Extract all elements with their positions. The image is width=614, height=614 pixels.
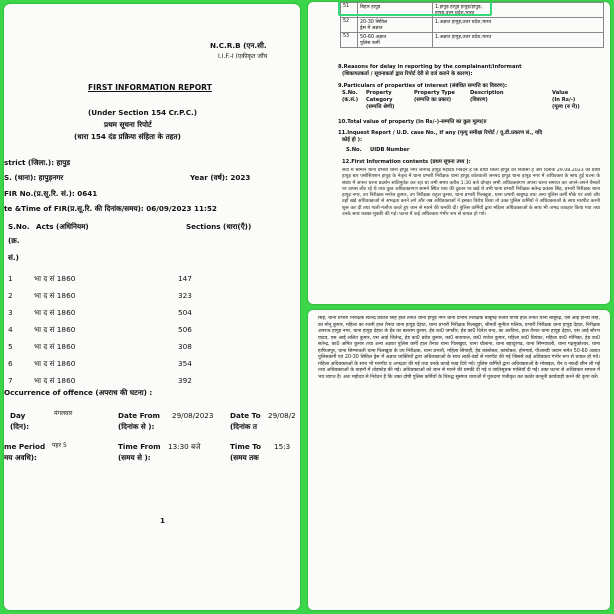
table-row [4,338,300,355]
ncrb-header: N.C.R.B (एन.सी. [210,41,267,50]
police-station-field: S. (थाना): हापुड़नगर [4,173,64,182]
district-field: strict (जिला.): हापुड [4,158,71,167]
section-12: 12.First Information contents (प्रथम सूचना तथ्य ): [342,159,471,165]
section-11b: कोई हो ): [342,137,363,143]
mini-place: 1.अज्ञात हापुड़,उत्तर प्रदेश,भारत [433,33,604,48]
mini-place: 1.अज्ञात हापुड़,उत्तर प्रदेश,भारत [433,18,604,33]
time-from-value: 13:30 बजे [168,442,201,451]
table-head-sub-2: सं.) [8,253,19,262]
day-value: मंगलवार [54,410,73,417]
row-number: 3 [8,308,13,317]
table-head-sections: Sections (धारा(एँ)) [186,222,252,231]
date-from-value: 29/08/2023 [172,411,214,420]
fir-page-right-top [308,2,610,304]
row-act: भा द सं 1860 [34,307,76,317]
table-row [4,355,300,372]
row-act: भा द सं 1860 [34,273,76,283]
row-number: 7 [8,376,13,385]
first-information-text: सेवा में श्रीमान थाना प्रभारी थाना हापुड़ नगर जनपद हापुड़ महोदय निवेदन है कि प्रार्थी जिला हापुड़ का निवासी है और दिनांक 29.08.2023 को प्रार्थी हापुड़ बार एसोसिएशन हापुड़ के नेतृत्व में थाना प्रभारी निरीक्षक थाना हापुड़ कोतवाली जनपद हापुड़ थाना हापुड़ नगर में अधिवक्ता के साथ हुई घटना के संबंध में अपना धरना प्रदर्शन शांतिपूर्वक कर रहा था तभी समय करीब 1:30 बजे दोपहर सभी अधिवक्तागण अपना धरना समाप्त कर अपने-अपने चैम्बरों पर वापस लौट रहे थे तथा कुछ अधिवक्तागण सामने स्थित चाय की दुकान पर खड़े थे तभी थाना प्रभारी निरीक्षक सतेन्द्र प्रकाश सिंह, प्रभारी निरीक्षक थाना हापुड़ नगर, उप निरीक्षक मनोज कुमार, उप निरीक्षक राहुल कुमार, थाना प्रभारी पिलखुवा, थाना प्रभारी बाबूगढ़ तथा अन्य पुलिस कर्मी मौके पर आये और वहाँ खड़े अधिवक्ताओं से अभद्रता करने लगे और जब अधिवक्ताओं ने इसका विरोध किया तो उक्त पुलिस कर्मियों ने अधिवक्ताओं के साथ मारपीट करनी शुरू कर दी तथा गाली-गलौज करते हुए जान से मारने की धमकी दी। पुलिस कर्मियों द्वारा महिला अधिवक्ताओं के साथ भी अभद्र व्यवहार किया गया तथा उनके साथ धक्का-मुक्की की गई। घटना में कई अधिवक्ता गंभीर रूप से घायल हो गये। [342,168,600,218]
fir-page-right-bottom [308,310,610,610]
table-head-sub-1: (क्र. [8,236,20,245]
under-section: (Under Section 154 Cr.P.C.) [88,108,198,117]
mini-no: 53 [341,33,358,48]
property-head-cell: Description [470,90,504,96]
time-to-label: Time To [230,442,262,451]
section-9: 9.Particulars of properties of interest (संबंधित सम्पत्ति का विवरण): [338,83,508,89]
date-from-label-hi: (दिनांक से ): [118,422,155,431]
first-information-text-continued: सिंह, थाना प्रभारी निरीक्षक सतेन्द्र प्रकाश सिंह हाल तैनात थाना हापुड़ नगर थाना प्रभारी निरीक्षक बाबूगढ़ संजय पाण्डे हाल तैनात थाना बाबूगढ़, एस आई होन्डा सिंह, का मोनू कुमार, महिला का रजनी हाल तैनात थाना हापुड़ देहात, थाना प्रभारी निरीक्षक पिलखुवा, श्रीमती सुनीता मलिक, प्रभारी निरीक्षक थाना हापुड़ देहात, निरीक्षक अपराध हापुड़ नगर, थाना हापुड़ देहात के हेड का बलराम कुमार, हेड का0 जगवीर, हेड का0 दिनेश चन्द, का अरविन्द, हाल तैनात थाना हापुड़ देहात, एस आई सौरभ यादव, एस आई ललित कुमार, एस आई जितेन्द्र, हेड का0 प्रवेश कुमार, का0 सत्यपाल, का0 राजेश कुमार, महिला का0 प्रियंका, महिला का0 मोनिका, हेड का0 सतेन्द्र, का0 अमित कुमार तथा अन्य अज्ञात पुलिस कर्मी हाल तैनात थाना पिलखुवा, थाना धौलाना, थाना बहादुरगढ़, थाना सिम्भावली, थाना गढ़मुक्तेश्वर, थाना हाफिजपुर, थाना सिम्भावली थाना पिलखुवा के उप निरीक्षक, थाना प्रभारी, महिला सिपाही, हेड कांस्टेबल, कांस्टेबल, होमगार्ड, पीआरडी जवान समेत 50-60 अज्ञात पुलिसकर्मी एवं 20-30 सिविल ड्रेस में अज्ञात व्यक्तियों द्वारा अधिवक्ताओं के साथ लाठी-डंडों से मारपीट की गई जिससे कई अधिवक्ता गंभीर रूप से घायल हो गये। महिला अधिवक्ताओं के साथ भी मारपीट व अभद्रता की गई तथा उनके कपड़े फाड़ दिये गये। पुलिस कर्मियों द्वारा अधिवक्ताओं के मोबाइल, चैन व नकदी छीन ली गई तथा अधिवक्ताओं के वाहनों में तोड़फोड़ की गई। अधिवक्ताओं को जान से मारने की धमकी दी गई व जातिसूचक गालियाँ दी गईं। उक्त घटना से अधिवक्ता समाज में भय व्याप्त है। अतः महोदय से निवेदन है कि उक्त दोषी पुलिस कर्मियों के विरुद्ध सुसंगत धाराओं में मुकदमा पंजीकृत कर कठोर कानूनी कार्यवाही करने की कृपा करें। [318,316,600,380]
table-head-acts: Acts (अधिनियम) [36,222,89,231]
property-head-cell: (सम्पत्ति श्रेणी) [366,104,395,110]
row-number: 5 [8,342,13,351]
mini-no: 51 [341,3,358,18]
row-section: 392 [178,376,192,385]
iif-header: I.I.F.-I (एकीकृत जाँच [218,53,268,60]
row-section: 506 [178,325,192,334]
mini-desc: 20-30 सिविल ड्रेस में अज्ञात [358,18,433,33]
mini-desc: 50-60 अज्ञात पुलिस कर्मी [358,33,433,48]
table-head-sno: S.No. [8,222,30,231]
section-11: 11.Inquest Report / U.D. case No., if any (मृत्यु समीक्षा रिपोर्ट / यू.डी.प्रकरण सं., यदि [338,130,543,136]
property-head-cell: (In Rs/-) [552,97,576,103]
row-act: भा द सं 1860 [34,358,76,368]
row-act: भा द सं 1860 [34,341,76,351]
time-period-label: me Period [4,442,46,451]
dhara-line: (धारा 154 दंड प्रक्रिया संहिता के तहत) [74,132,181,141]
time-period-value: पहर 5 [52,442,67,449]
section-8: 8.Reasons for delay in reporting by the complainant/informant [338,64,522,70]
highlight-box [338,2,492,16]
table-row [4,287,300,304]
row-act: भा द सं 1860 [34,375,76,385]
mini-place: 1.हापुड़ हापुड़ हापुड़/हापुड़, हापुड़,उत्तर प्रदेश,भारत [433,3,604,18]
property-head-cell: (विवरण) [470,97,488,103]
property-head-cell: Property Type [414,90,455,96]
date-to-label: Date To [230,411,261,420]
date-from-label: Date From [118,411,161,420]
property-head-cell: (सम्पत्ति का प्रकार) [414,97,452,103]
mini-no: 52 [341,18,358,33]
pratham-suchna: प्रथम सूचना रिपोर्ट [104,120,152,129]
time-from-label: Time From [118,442,161,451]
row-section: 504 [178,308,192,317]
report-title: FIRST INFORMATION REPORT [88,83,212,92]
property-head-cell: Property [366,90,392,96]
property-head-cell: Value [552,90,569,96]
table-row [341,33,604,48]
time-to-label-hi: (समय तक [230,453,259,462]
row-act: भा द सं 1860 [34,290,76,300]
year-field: Year (वर्ष): 2023 [190,173,251,182]
table-row [4,321,300,338]
row-number: 6 [8,359,13,368]
row-section: 308 [178,342,192,351]
property-head-cell: (क.सं.) [342,97,359,103]
table-row [4,372,300,389]
day-label: Day [10,411,26,420]
uidb-sno: S.No. [346,147,362,153]
mini-desc: बिहार हापुड़ [358,3,433,18]
property-head-cell: Category [366,97,393,103]
date-to-value: 29/08/2 [268,411,296,420]
row-act: भा द सं 1860 [34,324,76,334]
fir-datetime-field: te &Time of FIR(प्र.सू.रि. की दिनांक/समय): 06/09/2023 11:52 [4,204,217,213]
uidb-number: UIDB Number [370,147,410,153]
row-section: 354 [178,359,192,368]
date-to-label-hi: (दिनांक त [230,422,257,431]
property-head-cell: S.No. [342,90,358,96]
row-number: 1 [8,274,13,283]
section-8-hi: (शिकायतकर्ता / सूचनाकर्ता द्वारा रिपोर्ट देरी से दर्ज कराने के कारण): [342,71,473,77]
page-number: 1 [160,516,166,525]
row-section: 323 [178,291,192,300]
section-10: 10.Total value of property (In Rs/-)-सम्पत्ति का कुल मूल्य(रु [338,119,487,125]
time-from-label-hi: (समय से ): [118,453,151,462]
row-number: 4 [8,325,13,334]
table-row [4,270,300,287]
occurrence-heading: Occurrence of offence (अपराध की घटना) : [4,388,153,397]
time-to-value: 15:3 [274,442,291,451]
day-label-hi: (दिन): [10,422,30,431]
fir-page-left [4,4,300,610]
table-row [341,18,604,33]
acts-table [4,270,300,389]
time-period-label-hi: मय अवधि): [4,453,37,462]
fir-number-field: FIR No.(प्र.सू.रि. सं.): 0641 [4,189,98,198]
property-head-cell: (मूल्य (रु में)) [552,104,580,110]
table-row [4,304,300,321]
row-section: 147 [178,274,192,283]
row-number: 2 [8,291,13,300]
